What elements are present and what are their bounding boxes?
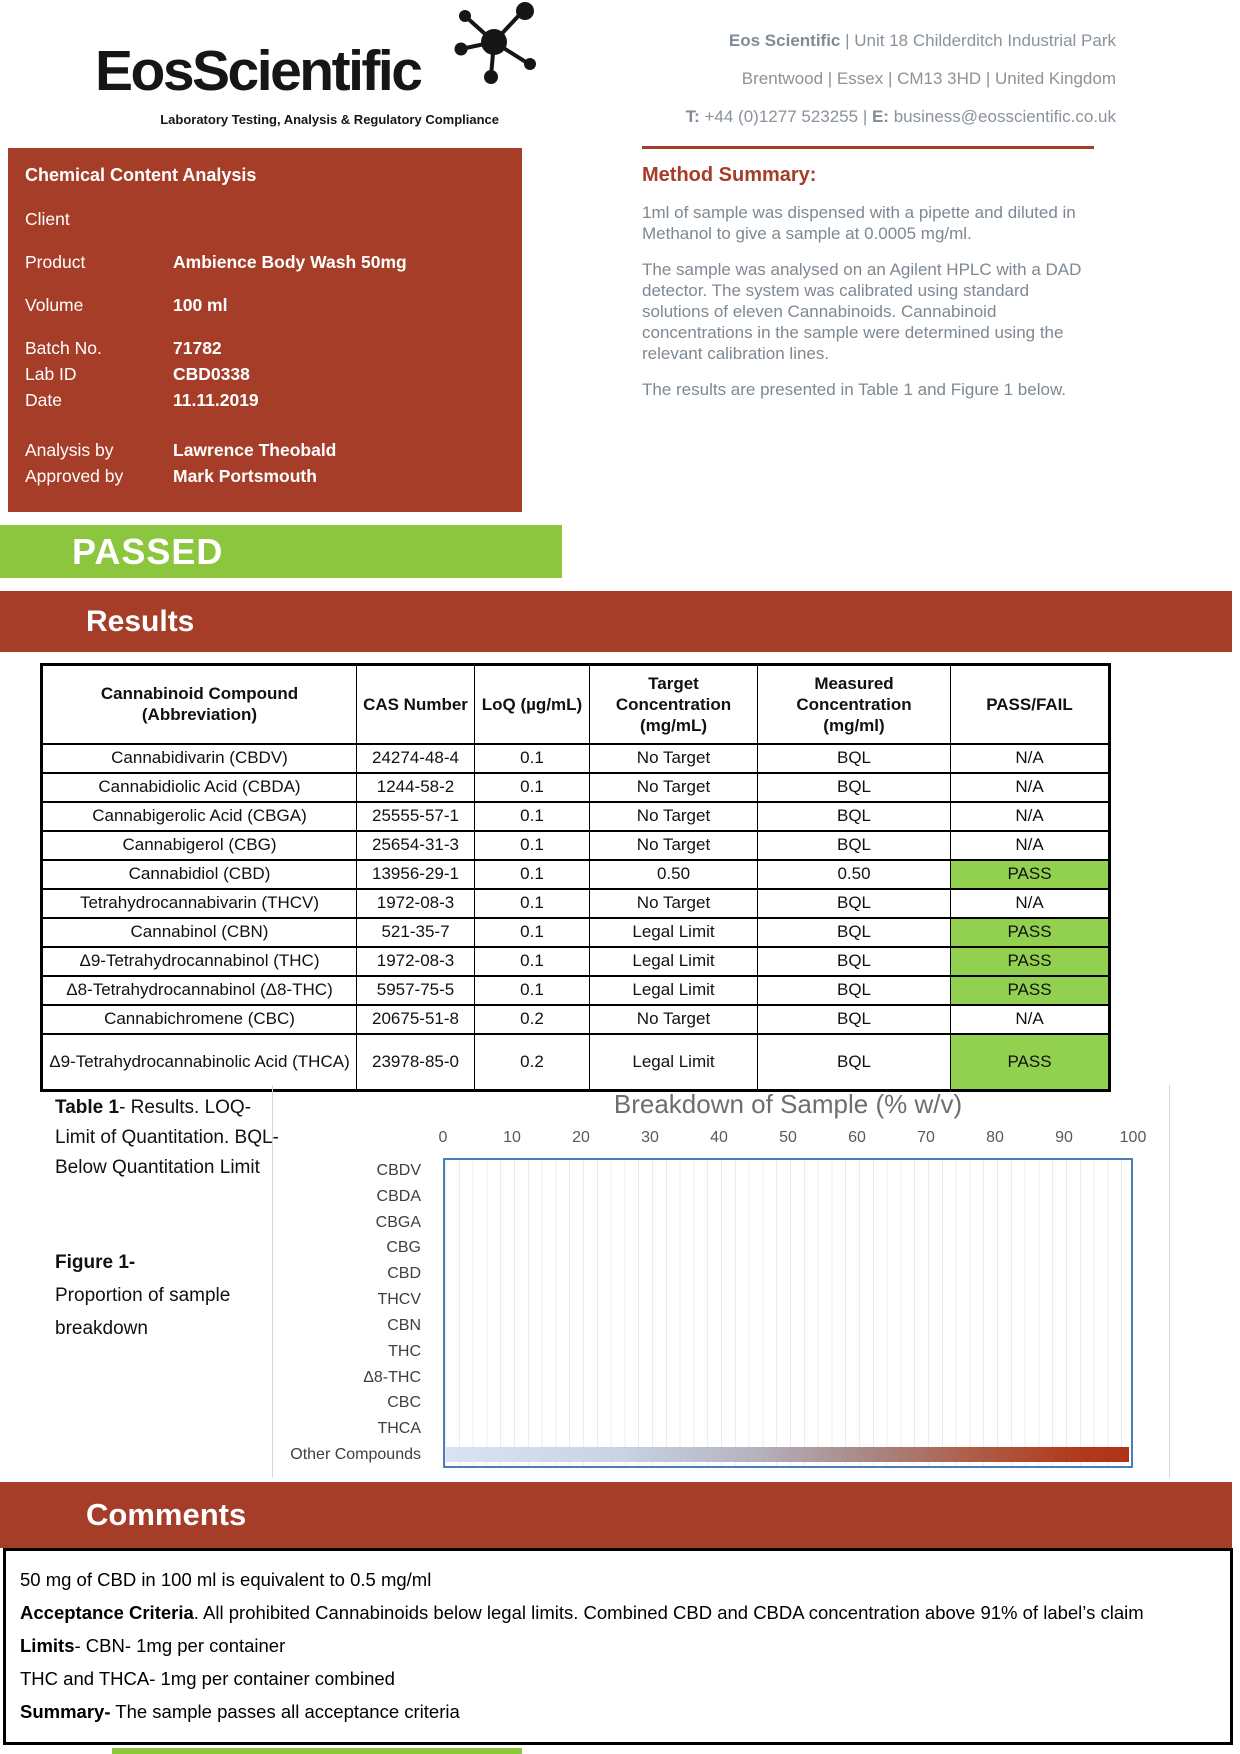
info-row-date: Date 11.11.2019 bbox=[25, 390, 259, 410]
contact-info bbox=[686, 22, 1116, 136]
molecule-icon bbox=[452, 2, 544, 91]
category-label: THCA bbox=[377, 1420, 421, 1438]
info-row-product: Product Ambience Body Wash 50mg bbox=[25, 252, 407, 272]
method-divider bbox=[642, 146, 1094, 149]
category-label: CBDA bbox=[376, 1187, 421, 1205]
pass-cell: N/A bbox=[951, 802, 1110, 831]
method-summary-title: Method Summary: bbox=[642, 164, 817, 186]
table-row: Δ9-Tetrahydrocannabinol (THC) 1972-08-3 0.1 Legal Limit BQL PASS bbox=[42, 947, 1110, 976]
results-table bbox=[40, 663, 1111, 1092]
table-row: Δ8-Tetrahydrocannabinol (Δ8-THC) 5957-75-5 0.1 Legal Limit BQL PASS bbox=[42, 976, 1110, 1005]
x-axis-tick: 30 bbox=[641, 1129, 659, 1146]
header-measured: Measured Concentration (mg/ml) bbox=[758, 665, 951, 744]
x-axis bbox=[438, 1129, 1147, 1149]
contact-line-phone-email: T: +44 (0)1277 523255 | E: business@eosscientific.co.uk bbox=[685, 107, 1116, 126]
pass-cell: PASS bbox=[951, 860, 1110, 889]
info-row-analysis-by: Analysis by Lawrence Theobald bbox=[25, 440, 337, 460]
category-label: CBG bbox=[386, 1239, 421, 1257]
results-section-header: Results bbox=[0, 591, 1232, 652]
table-row: Cannabinol (CBN) 521-35-7 0.1 Legal Limit BQL PASS bbox=[42, 918, 1110, 947]
table-row: Cannabigerolic Acid (CBGA) 25555-57-1 0.1 No Target BQL N/A bbox=[42, 802, 1110, 831]
category-label: THC bbox=[388, 1342, 421, 1360]
info-row-volume: Volume 100 ml bbox=[25, 295, 228, 315]
category-label: Other Compounds bbox=[290, 1446, 421, 1464]
contact-line-address2: Brentwood | Essex | CM13 3HD | United Kingdom bbox=[741, 69, 1116, 88]
x-axis-tick: 10 bbox=[503, 1129, 521, 1146]
info-row-batch: Batch No. 71782 bbox=[25, 338, 222, 358]
table-row: Tetrahydrocannabivarin (THCV) 1972-08-3 0.1 No Target BQL N/A bbox=[42, 889, 1110, 918]
pass-cell: PASS bbox=[951, 918, 1110, 947]
pass-cell: PASS bbox=[951, 976, 1110, 1005]
x-axis-tick: 80 bbox=[986, 1129, 1004, 1146]
chart-title: Breakdown of Sample (% w/v) bbox=[613, 1089, 963, 1119]
other-compounds-bar bbox=[446, 1447, 1129, 1462]
category-label: Δ8-THC bbox=[363, 1368, 421, 1386]
info-row-client: Client bbox=[25, 209, 70, 229]
x-axis-tick: 0 bbox=[438, 1129, 448, 1146]
y-axis-categories bbox=[273, 1158, 421, 1468]
contact-line-address1: Eos Scientific | Unit 18 Childerditch Industrial Park bbox=[728, 31, 1116, 50]
table-row: Cannabidiol (CBD) 13956-29-1 0.1 0.50 0.50 PASS bbox=[42, 860, 1110, 889]
info-row-labid: Lab ID CBD0338 bbox=[25, 364, 250, 384]
method-paragraph-2: The sample was analysed on an Agilent HPLC with a DAD detector. The system was calibrated using standard solutions of eleven Cannabinoids. Cannabinoid concentrations in the sample were determined using the relevant calibration lines. bbox=[642, 260, 1082, 363]
info-row-approved-by: Approved by Mark Portsmouth bbox=[25, 466, 317, 486]
x-axis-tick: 90 bbox=[1055, 1129, 1073, 1146]
table-row: Cannabigerol (CBG) 25654-31-3 0.1 No Target BQL N/A bbox=[42, 831, 1110, 860]
logo-tagline: Laboratory Testing, Analysis & Regulatory Compliance bbox=[160, 112, 499, 127]
header-loq: LoQ (µg/mL) bbox=[475, 665, 590, 744]
method-summary bbox=[642, 146, 1094, 400]
x-axis-tick: 100 bbox=[1119, 1129, 1147, 1146]
header-target: Target Concentration (mg/mL) bbox=[590, 665, 758, 744]
header-compound: Cannabinoid Compound (Abbreviation) bbox=[42, 665, 357, 744]
pass-cell: PASS bbox=[951, 947, 1110, 976]
pass-cell: N/A bbox=[951, 744, 1110, 773]
pass-cell: N/A bbox=[951, 889, 1110, 918]
x-axis-tick: 70 bbox=[917, 1129, 935, 1146]
method-paragraph-3: The results are presented in Table 1 and Figure 1 below. bbox=[642, 380, 1067, 399]
pass-cell: N/A bbox=[951, 773, 1110, 802]
table-row: Δ9-Tetrahydrocannabinolic Acid (THCA) 23978-85-0 0.2 Legal Limit BQL PASS bbox=[42, 1034, 1110, 1091]
comment-line: Limits- CBN- 1mg per container bbox=[20, 1635, 286, 1656]
category-label: CBN bbox=[387, 1316, 421, 1334]
x-axis-tick: 60 bbox=[848, 1129, 866, 1146]
header-passfail: PASS/FAIL bbox=[951, 665, 1110, 744]
logo-text: EosScientific bbox=[95, 39, 421, 103]
table-row: Cannabidiolic Acid (CBDA) 1244-58-2 0.1 No Target BQL N/A bbox=[42, 773, 1110, 802]
category-label: CBDV bbox=[376, 1162, 421, 1179]
bottom-green-strip bbox=[112, 1748, 522, 1754]
comments-box bbox=[3, 1548, 1233, 1745]
method-paragraph-1: 1ml of sample was dispensed with a pipette and diluted in Methanol to give a sample at 0.0005 mg/ml. bbox=[642, 203, 1076, 243]
category-label: CBGA bbox=[375, 1213, 421, 1231]
x-axis-tick: 40 bbox=[710, 1129, 728, 1146]
x-axis-tick: 50 bbox=[779, 1129, 797, 1146]
header-cas: CAS Number bbox=[357, 665, 475, 744]
pass-cell: PASS bbox=[951, 1034, 1110, 1091]
comment-line: Acceptance Criteria. All prohibited Cannabinoids below legal limits. Combined CBD and CBDA concentration above 91% of label’s claim bbox=[20, 1602, 1144, 1623]
category-label: CBC bbox=[387, 1394, 421, 1412]
client-info-panel bbox=[8, 148, 522, 512]
comment-line: 50 mg of CBD in 100 ml is equivalent to 0.5 mg/ml bbox=[20, 1569, 432, 1590]
table-row: Cannabidivarin (CBDV) 24274-48-4 0.1 No Target BQL N/A bbox=[42, 744, 1110, 773]
report-title: Chemical Content Analysis bbox=[25, 165, 257, 185]
comments-section-header: Comments bbox=[0, 1482, 1232, 1548]
comment-line: Summary- The sample passes all acceptance criteria bbox=[20, 1701, 460, 1722]
figure1-caption: Figure 1- Proportion of sample breakdown bbox=[55, 1252, 231, 1339]
table1-caption: Table 1- Results. LOQ- Limit of Quantitation. BQL- Below Quantitation Limit bbox=[55, 1097, 279, 1178]
table-row: Cannabichromene (CBC) 20675-51-8 0.2 No Target BQL N/A bbox=[42, 1005, 1110, 1034]
category-label: THCV bbox=[377, 1291, 421, 1309]
comment-line: THC and THCA- 1mg per container combined bbox=[20, 1668, 395, 1689]
category-label: CBD bbox=[387, 1265, 421, 1283]
pass-cell: N/A bbox=[951, 1005, 1110, 1034]
x-axis-tick: 20 bbox=[572, 1129, 590, 1146]
figure1-chart bbox=[272, 1085, 1170, 1478]
table-header-row bbox=[42, 665, 1110, 744]
pass-cell: N/A bbox=[951, 831, 1110, 860]
passed-status-banner: PASSED bbox=[0, 525, 562, 578]
plot-area bbox=[443, 1158, 1133, 1468]
